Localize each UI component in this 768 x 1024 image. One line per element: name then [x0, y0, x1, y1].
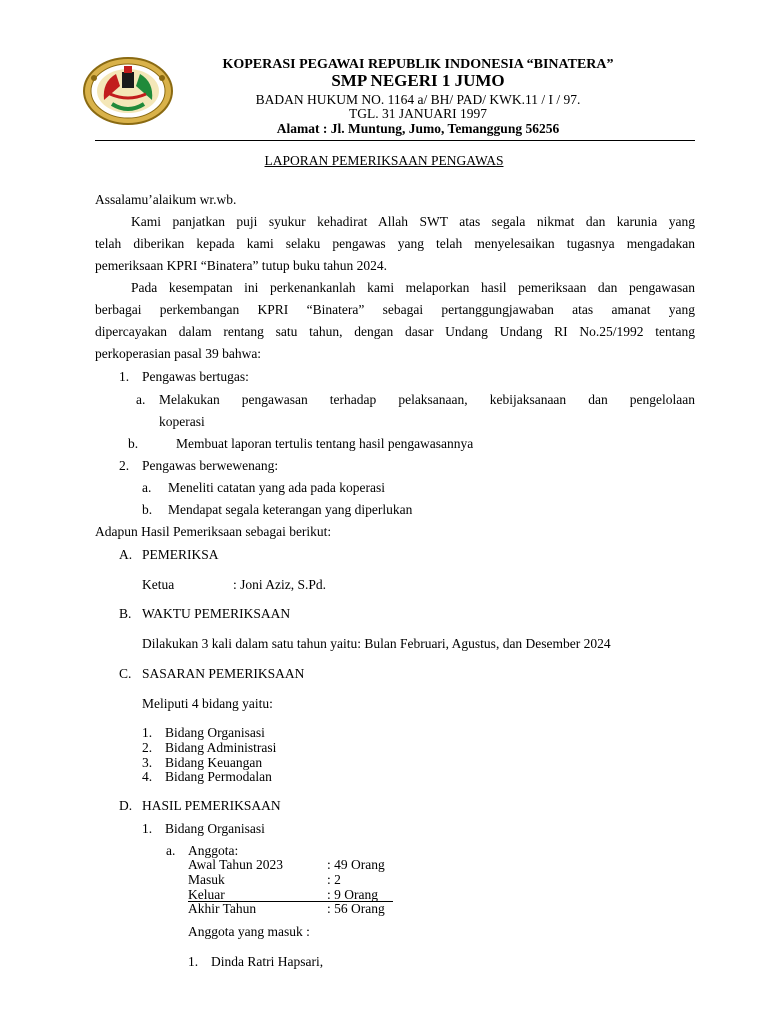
koperasi-logo: [82, 56, 174, 126]
paragraph-2-line-1: Pada kesempatan ini perkenankanlah kami melaporkan hasil pemeriksaan dan pengawasan: [131, 280, 695, 295]
section-marker: D.: [119, 798, 133, 813]
section-title: HASIL PEMERIKSAAN: [142, 798, 281, 813]
list-item-text: Mendapat segala keterangan yang diperlukan: [168, 502, 413, 517]
section-text: Meliputi 4 bidang yaitu:: [142, 696, 273, 711]
list-number: 2.: [119, 458, 130, 473]
member-row-label: Akhir Tahun: [188, 901, 257, 916]
list-item-text: Bidang Permodalan: [165, 769, 272, 784]
examiner-value: : Joni Aziz, S.Pd.: [233, 577, 327, 592]
member-row-value: : 9 Orang: [327, 887, 378, 902]
list-letter: b.: [128, 436, 139, 451]
member-row-label: Masuk: [188, 872, 225, 887]
paragraph-1-line-2: telah diberikan kepada kami selaku pengawas yang telah menyelesaikan tugasnya mengadakan: [95, 236, 695, 251]
school-name: SMP NEGERI 1 JUMO: [331, 71, 505, 90]
examiner-label: Ketua: [142, 577, 175, 592]
list-number: 1.: [119, 369, 130, 384]
list-item-text: Bidang Organisasi: [165, 821, 265, 836]
list-item-text: Dinda Ratri Hapsari,: [211, 954, 324, 969]
legal-date: TGL. 31 JANUARI 1997: [349, 106, 487, 121]
results-intro: Adapun Hasil Pemeriksaan sebagai berikut:: [95, 524, 332, 539]
paragraph-1-line-1: Kami panjatkan puji syukur kehadirat Allah SWT atas segala nikmat dan karunia yang: [131, 214, 695, 229]
list-number: 4.: [142, 769, 153, 784]
paragraph-2-line-4: perkoperasian pasal 39 bahwa:: [95, 346, 262, 361]
member-row-label: Awal Tahun 2023: [188, 857, 284, 872]
paragraph-2-line-2: berbagai perkembangan KPRI “Binatera” sebagai pertanggungjawaban atas amanat yang: [95, 302, 695, 317]
section-title: SASARAN PEMERIKSAAN: [142, 666, 305, 681]
section-marker: C.: [119, 666, 132, 681]
paragraph-1-line-3: pemeriksaan KPRI “Binatera” tutup buku tahun 2024.: [95, 258, 388, 273]
document-title: LAPORAN PEMERIKSAAN PENGAWAS: [264, 153, 504, 168]
member-row-value: : 56 Orang: [327, 901, 385, 916]
list-item-text: koperasi: [159, 414, 205, 429]
list-item-text: Anggota:: [188, 843, 239, 858]
list-letter: a.: [142, 480, 152, 495]
list-number: 1.: [188, 954, 199, 969]
member-row-label: Keluar: [188, 887, 225, 902]
organization-name: KOPERASI PEGAWAI REPUBLIK INDONESIA “BINATERA”: [222, 57, 614, 72]
list-item-text: Pengawas bertugas:: [142, 369, 249, 384]
new-members-label: Anggota yang masuk :: [188, 924, 310, 939]
list-letter: a.: [166, 843, 176, 858]
list-item-text: Melakukan pengawasan terhadap pelaksanaan, kebijaksanaan dan pengelolaan: [159, 392, 695, 407]
list-letter: b.: [142, 502, 153, 517]
list-number: 2.: [142, 740, 153, 755]
header-divider: [95, 140, 695, 141]
section-title: PEMERIKSA: [142, 547, 219, 562]
member-row-value: : 49 Orang: [327, 857, 385, 872]
section-marker: A.: [119, 547, 133, 562]
list-item-text: Bidang Keuangan: [165, 755, 263, 770]
list-item-text: Membuat laporan tertulis tentang hasil pengawasannya: [176, 436, 474, 451]
address: Alamat : Jl. Muntung, Jumo, Temanggung 56256: [276, 121, 560, 136]
section-text: Dilakukan 3 kali dalam satu tahun yaitu: Bulan Februari, Agustus, dan Desember 2024: [142, 636, 611, 651]
list-number: 1.: [142, 725, 153, 740]
greeting: Assalamu’alaikum wr.wb.: [95, 192, 237, 207]
list-number: 3.: [142, 755, 153, 770]
list-item-text: Meneliti catatan yang ada pada koperasi: [168, 480, 386, 495]
list-letter: a.: [136, 392, 146, 407]
legal-number: BADAN HUKUM NO. 1164 a/ BH/ PAD/ KWK.11 / I / 97.: [255, 92, 581, 107]
list-number: 1.: [142, 821, 153, 836]
list-item-text: Pengawas berwewenang:: [142, 458, 279, 473]
list-item-text: Bidang Administrasi: [165, 740, 277, 755]
section-title: WAKTU PEMERIKSAAN: [142, 606, 291, 621]
section-marker: B.: [119, 606, 132, 621]
paragraph-2-line-3: dipercayakan dalam rentang satu tahun, dengan dasar Undang Undang RI No.25/1992 tentang: [95, 324, 695, 339]
member-row-value: : 2: [327, 872, 341, 887]
list-item-text: Bidang Organisasi: [165, 725, 265, 740]
